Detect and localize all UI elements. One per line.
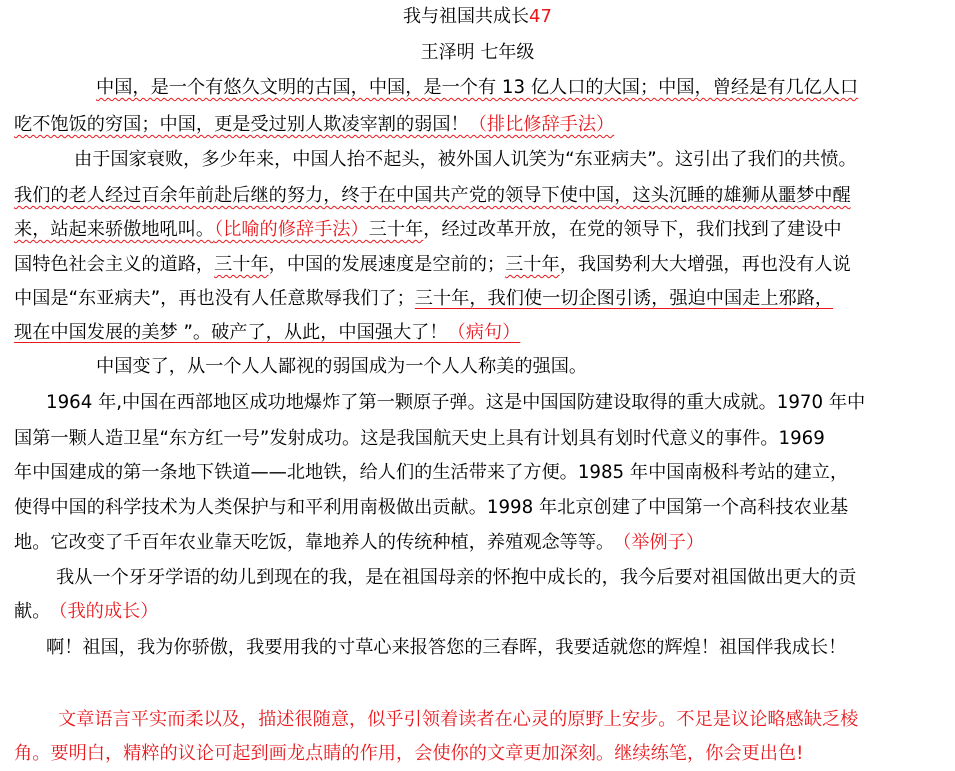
p2-line2 — [14, 184, 851, 210]
p2-line1: 由于国家衰败，多少年来，中国人抬不起头，被外国人讥笑为“东亚病夫”。这引出了我们的共愤。 — [74, 149, 857, 170]
p2-line5-a: 中国是“东亚病夫”，再也没有人任意欺辱我们了； — [14, 288, 415, 309]
p4-line4: 使得中国的科学技术为人类保护与和平利用南极做出贡献。1998 年北京创建了中国第一个高科技农业基 — [14, 497, 849, 518]
p4-line2: 国第一颗人造卫星“东方红一号”发射成功。这是我国航天史上具有计划具有划时代意义的事件。1969 — [14, 428, 825, 449]
p5-growth-annotation: （我的成长） — [58, 601, 159, 622]
p2-line4-a: 国特色社会主义的道路， — [14, 254, 215, 275]
p3-line1: 中国变了，从一个人人鄙视的弱国成为一个人人称美的强国。 — [96, 356, 588, 377]
p4-line3: 年中国建成的第一条地下铁道——北地铁，给人们的生活带来了方便。1985 年中国南极科考站的建立， — [14, 462, 849, 483]
p2-line5 — [14, 287, 833, 313]
p2-line3 — [14, 218, 842, 244]
p5-line2 — [14, 600, 158, 626]
review-line1: 文章语言平实而柔以及，描述很随意，似乎引领着读者在心灵的原野上安步。不足是议论略感缺乏棱 — [58, 709, 859, 730]
p1-line1-text: 中国，是一个有悠久文明的古国，中国，是一个有 13 亿人口的大国；中国，曾经是有几亿人口 — [96, 77, 859, 98]
essay-title — [0, 6, 955, 28]
p2-line6 — [14, 321, 520, 347]
title-number: 47 — [529, 6, 552, 27]
p1-line2-text: 吃不饱饭的穷国；中国，更是受过别人欺凌宰割的弱国！ — [14, 114, 469, 135]
p1-line1 — [96, 76, 858, 102]
p4-line5 — [14, 531, 704, 557]
p2-metaphor-annotation: （比喻的修辞手法） — [214, 219, 369, 240]
p5-line2-text: 献。 — [14, 601, 51, 622]
p2-line4-c: ，中国的发展速度是空前的； — [268, 254, 506, 275]
p2-line4-e: ，我国势利大大增强，再也没有人说 — [559, 254, 851, 275]
p5-line1: 我从一个牙牙学语的幼儿到现在的我，是在祖国母亲的怀抱中成长的，我今后要对祖国做出更大的贡 — [56, 567, 857, 588]
p4-line5-text: 地。它改变了千百年农业靠天吃饭，靠地养人的传统种植，养殖观念等等。 — [14, 532, 615, 553]
p2-line4 — [14, 253, 851, 279]
p2-line2-text: 我们的老人经过百余年前赴后继的努力，终于在中国共产党的领导下使中国，这头沉睡的雄狮从噩梦中醒 — [14, 185, 851, 206]
p2-line6-underlined: 现在中国发展的美梦 ”。破产了，从此，中国强大了！ — [14, 322, 448, 343]
review-line2: 角。要明白，精粹的议论可起到画龙点睛的作用，会使你的文章更加深刻。继续练笔，你会更出色! — [14, 743, 804, 764]
p4-example-annotation: （举例子） — [622, 532, 705, 553]
title-text: 我与祖国共成长 — [403, 6, 530, 27]
p2-line3-text: 来，站起来骄傲地吼叫。 — [14, 219, 215, 240]
p1-line2 — [14, 113, 614, 139]
p4-line1: 1964 年,中国在西部地区成功地爆炸了第一颗原子弹。这是中国国防建设取得的重大成就。1970 年中 — [46, 392, 866, 413]
p2-thirty-years-2: 三十年 — [214, 254, 269, 275]
p2-sick-sentence-annotation: （病句） — [447, 322, 521, 343]
p2-thirty-years-1: 三十年 — [368, 219, 424, 240]
p2-thirty-years-3: 三十年 — [505, 254, 560, 275]
p6-line1: 啊！祖国，我为你骄傲，我要用我的寸草心来报答您的三春晖，我要适就您的辉煌！祖国伴我成长！ — [46, 637, 847, 658]
author-line: 王泽明 七年级 — [420, 42, 535, 63]
p1-annotation: （排比修辞手法） — [468, 114, 615, 135]
p2-line3-rest: ，经过改革开放，在党的领导下，我们找到了建设中 — [423, 219, 842, 240]
p2-line5-underlined: 三十年，我们使一切企图引诱，强迫中国走上邪路， — [414, 288, 834, 309]
